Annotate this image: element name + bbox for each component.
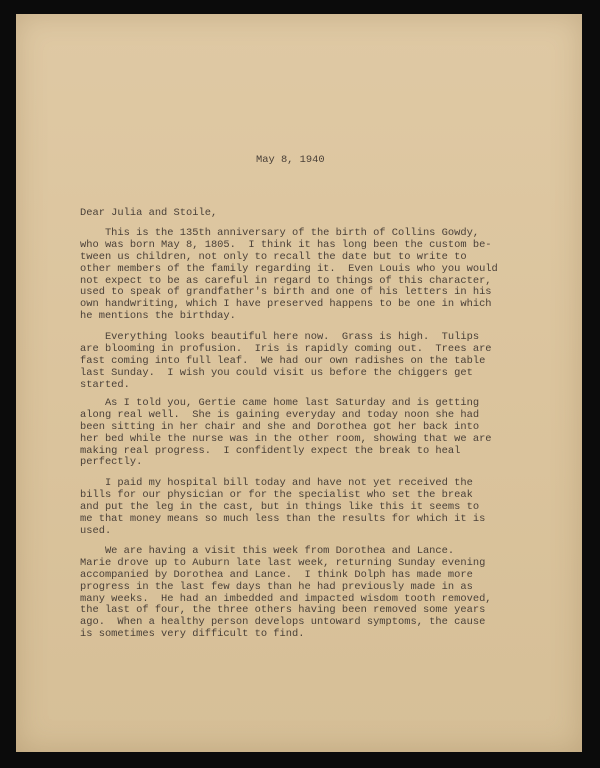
paragraph-line: started. — [80, 378, 130, 391]
paragraph-5 — [80, 546, 530, 641]
paragraph-line: her bed while the nurse was in the other room, showing that we are — [80, 432, 492, 445]
paragraph-line: We are having a visit this week from Dorothea and Lance. — [80, 545, 455, 557]
paragraph-line: bills for our physician or for the specialist who set the break — [80, 488, 473, 501]
paragraph-2 — [80, 332, 530, 391]
paragraph-line: progress in the last few days than he had previously made in as — [80, 580, 473, 593]
paragraph-line: Everything looks beautiful here now. Grass is high. Tulips — [80, 331, 480, 343]
paragraph-line: perfectly. — [80, 456, 143, 469]
paragraph-line: been sitting in her chair and she and Dorothea got her back into — [80, 420, 480, 433]
paragraph-line: tween us children, not only to recall the date but to write to — [80, 250, 467, 263]
letter-date: May 8, 1940 — [256, 154, 325, 166]
paragraph-line: are blooming in profusion. Iris is rapidly coming out. Trees are — [80, 342, 492, 355]
paragraph-line: own handwriting, which I have preserved happens to be one in which — [80, 298, 492, 311]
paragraph-1 — [80, 228, 530, 323]
paragraph-line: along real well. She is gaining everyday and today noon she had — [80, 408, 480, 421]
paragraph-line: fast coming into full leaf. We had our own radishes on the table — [80, 354, 486, 367]
paragraph-line: is sometimes very difficult to find. — [80, 628, 305, 641]
paragraph-line: not expect to be as careful in regard to things of this character, — [80, 274, 492, 287]
paragraph-line: last Sunday. I wish you could visit us before the chiggers get — [80, 366, 473, 379]
paragraph-line: the last of four, the three others having been removed some years — [80, 604, 486, 617]
paragraph-line: ago. When a healthy person develops untoward symptoms, the cause — [80, 616, 486, 629]
paragraph-line: used. — [80, 524, 112, 537]
paragraph-line: many weeks. He had an imbedded and impacted wisdom tooth removed, — [80, 592, 492, 605]
paragraph-4 — [80, 478, 530, 537]
paragraph-line: This is the 135th anniversary of the birth of Collins Gowdy, — [80, 227, 480, 239]
paragraph-line: he mentions the birthday. — [80, 310, 236, 323]
paragraph-line: making real progress. I confidently expect the break to heal — [80, 444, 461, 457]
paragraph-line: other members of the family regarding it. Even Louis who you would — [80, 262, 498, 275]
paragraph-line: and put the leg in the cast, but in things like this it seems to — [80, 500, 480, 513]
paragraph-line: used to speak of grandfather's birth and one of his letters in his — [80, 286, 492, 299]
paragraph-line: I paid my hospital bill today and have not yet received the — [80, 477, 473, 489]
letter-salutation: Dear Julia and Stoile, — [80, 207, 218, 219]
paragraph-line: accompanied by Dorothea and Lance. I think Dolph has made more — [80, 568, 473, 581]
paragraph-line: me that money means so much less than the results for which it is — [80, 512, 486, 525]
paragraph-line: Marie drove up to Auburn late last week, returning Sunday evening — [80, 556, 486, 569]
paragraph-line: who was born May 8, 1805. I think it has long been the custom be- — [80, 238, 492, 251]
paragraph-3 — [80, 398, 530, 469]
paragraph-line: As I told you, Gertie came home last Saturday and is getting — [80, 397, 480, 409]
